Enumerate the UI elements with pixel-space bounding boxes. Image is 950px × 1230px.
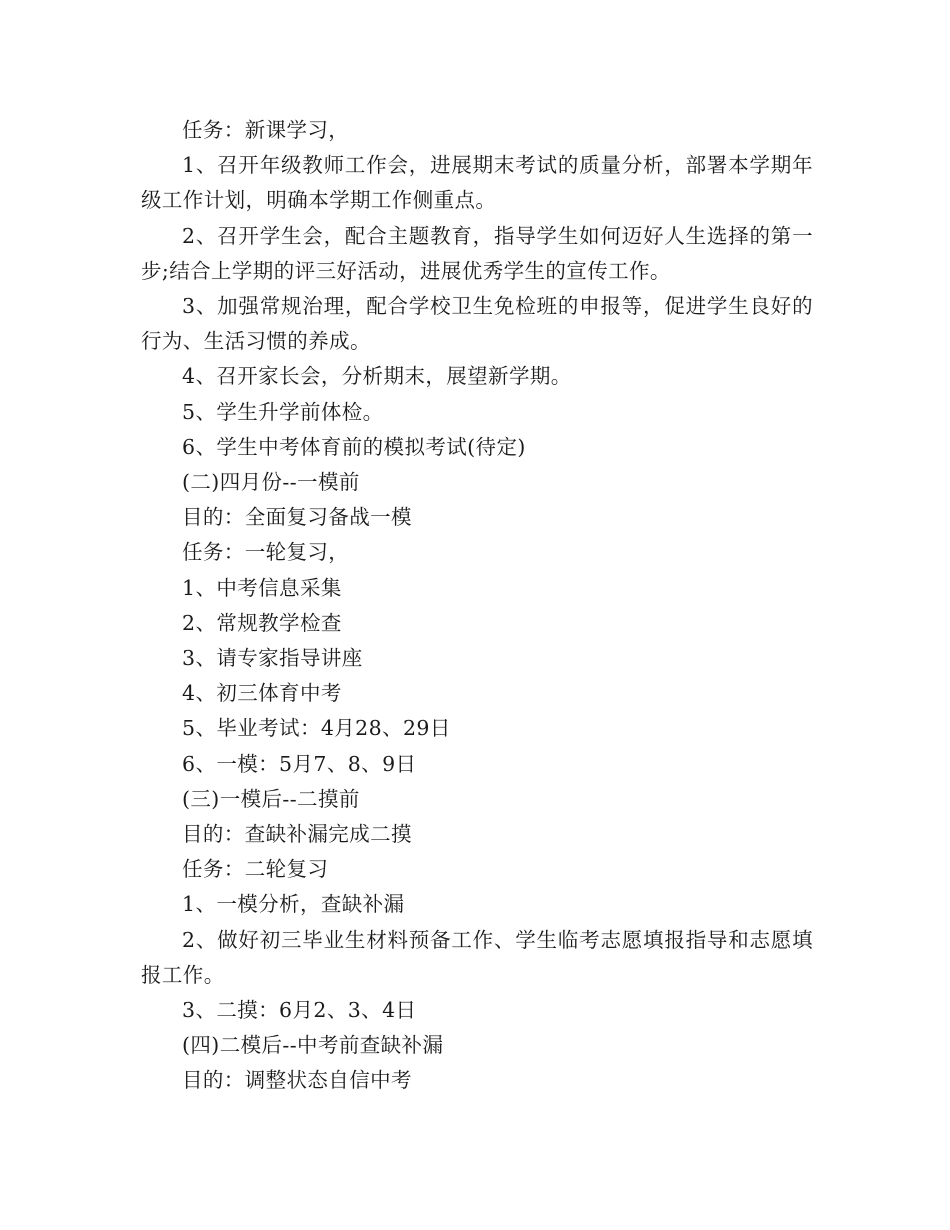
section-heading-april: (二)四月份--一模前 [182,470,360,495]
paragraph-item-2-student-meeting: 2、召开学生会，配合主题教育，指导学生如何迈好人生选择的第一步;结合上学期的评三好活动，进展优秀学生的宣传工作。 [141,223,813,283]
paragraph-goal-second-mock: 目的：查缺补漏完成二摸 [182,822,412,847]
section-heading-after-second-mock: (四)二模后--中考前查缺补漏 [182,1033,444,1058]
list-item-mock-analysis: 1、一模分析，查缺补漏 [182,892,405,917]
list-item-first-mock-date: 6、一模：5月7、8、9日 [182,751,417,776]
list-item-second-mock-date: 3、二摸：6月2、3、4日 [182,998,417,1023]
paragraph-task-first-review: 任务：一轮复习， [182,540,350,565]
paragraph-item-3-routine-management: 3、加强常规治理，配合学校卫生免检班的申报等，促进学生良好的行为、生活习惯的养成。 [141,294,813,354]
paragraph-item-5-health-check: 5、学生升学前体检。 [182,399,384,424]
list-item-expert-lecture: 3、请专家指导讲座 [182,646,363,671]
list-item-application-guidance: 2、做好初三毕业生材料预备工作、学生临考志愿填报指导和志愿填报工作。 [141,927,813,987]
paragraph-task-new-lessons: 任务：新课学习， [182,118,350,142]
list-item-graduation-exam: 5、毕业考试：4月28、29日 [182,716,451,741]
list-item-pe-exam: 4、初三体育中考 [182,681,342,706]
paragraph-item-6-pe-mock-exam: 6、学生中考体育前的模拟考试(待定) [182,434,526,459]
paragraph-item-4-parent-meeting: 4、召开家长会，分析期末，展望新学期。 [182,364,572,389]
paragraph-goal-first-mock: 目的：全面复习备战一模 [182,505,412,530]
paragraph-item-1-teacher-meeting: 1、召开年级教师工作会，进展期末考试的质量分析，部署本学期年级工作计划，明确本学期工作侧重点。 [141,153,813,213]
section-heading-after-first-mock: (三)一模后--二摸前 [182,786,360,811]
paragraph-goal-confidence: 目的：调整状态自信中考 [182,1068,412,1093]
document-body [141,113,813,1099]
list-item-info-collection: 1、中考信息采集 [182,575,342,600]
list-item-teaching-check: 2、常规教学检查 [182,610,342,635]
paragraph-task-second-review: 任务：二轮复习 [182,857,329,882]
